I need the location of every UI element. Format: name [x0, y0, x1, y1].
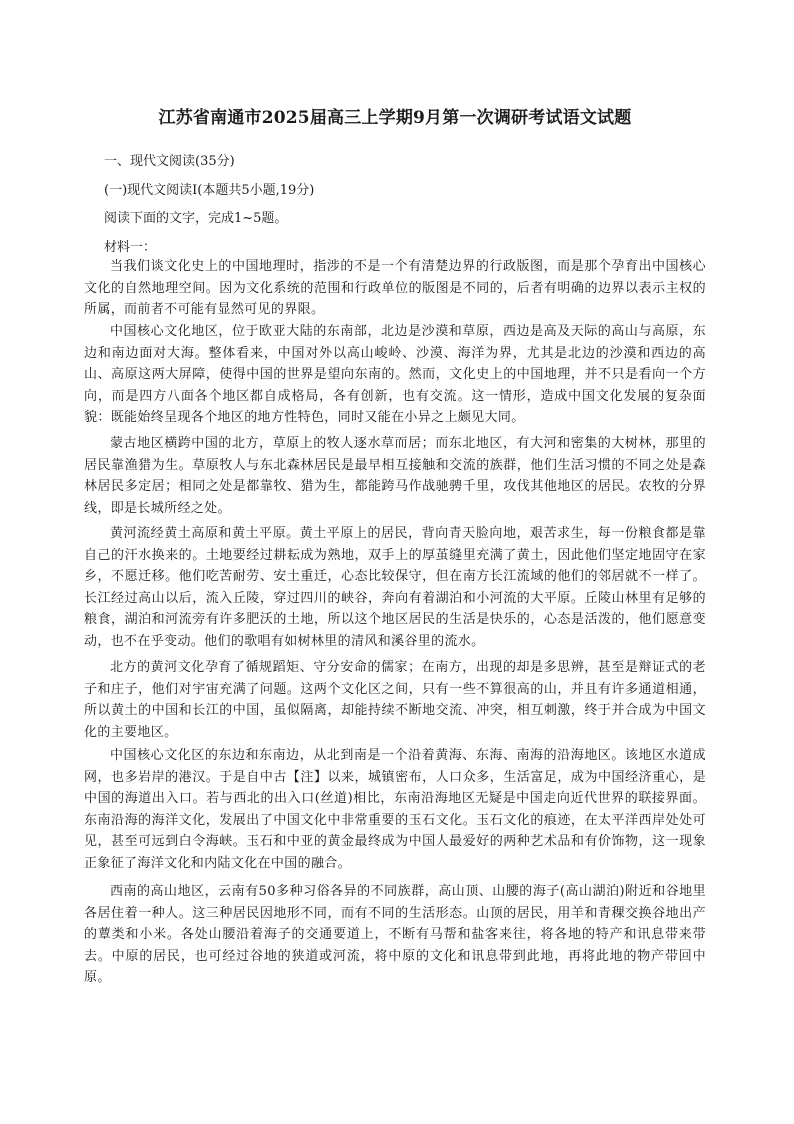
material-paragraph — [84, 321, 706, 429]
paragraph-5: 北方的黄河文化孕育了循规蹈矩、守分安命的儒家；在南方，出现的却是多思辨，甚至是辩证式的老子和庄子，他们对宇宙充满了问题。这两个文化区之间，只有一些不算很高的山，并且有许多通道相通，所以黄土的中国和长江的中国，虽似隔离，却能持续不断地交流、冲突，相互刺激，终于并合成为中国文化的主要地区。 — [84, 660, 706, 740]
paragraph-1: 当我们谈文化史上的中国地理时，指涉的不是一个有清楚边界的行政版图，而是那个孕育出中国核心文化的自然地理空间。因为文化系统的范围和行政单位的版图是不同的，后者有明确的边界以表示主权的所属，而前者不可能有显然可见的界限。 — [84, 259, 706, 317]
section-heading: 一、现代文阅读(35分) — [104, 154, 235, 169]
subsection-heading: (一)现代文阅读Ⅰ(本题共5小题,19分) — [104, 183, 315, 198]
reading-instruction: 阅读下面的文字，完成1~5题。 — [104, 211, 288, 226]
paragraph-3: 蒙古地区横跨中国的北方，草原上的牧人逐水草而居；而东北地区，有大河和密集的大树林，那里的居民靠渔猎为生。草原牧人与东北森林居民是最早相互接触和交流的族群，他们生活习惯的不同之处是森林居民多定居；相同之处是都靠牧、猎为生，都能跨马作战驰骋千里，攻伐其他地区的居民。农牧的分界线，即是长城所经之处。 — [84, 436, 706, 516]
material-paragraph — [84, 881, 706, 989]
document-title: 江苏省南通市2025届高三上学期9月第一次调研考试语文试题 — [158, 108, 632, 128]
paragraph-6: 中国核心文化区的东边和东南边，从北到南是一个沿着黄海、东海、南海的沿海地区。该地区水道成网，也多岩岸的港汉。于是自中古【注】以来，城镇密布，人口众多，生活富足，成为中国经济重心，是中国的海道出入口。若与西北的出入口(丝道)相比，东南沿海地区无疑是中国走向近代世界的联接界面。东南沿海的海洋文化，发展出了中国文化中非常重要的玉石文化。玉石文化的痕迹，在太平洋西岸处处可见，甚至可远到白令海峡。玉石和中亚的黄金最终成为中国人最爱好的两种艺术品和有价饰物，这一现象正象征了海洋文化和内陆文化在中国的融合。 — [84, 748, 706, 871]
paragraph-2: 中国核心文化地区，位于欧亚大陆的东南部，北边是沙漠和草原，西边是高及天际的高山与高原，东边和南边面对大海。整体看来，中国对外以高山峻岭、沙漠、海洋为界，尤其是北边的沙漠和西边的高山、高原这两大屏障，使得中国的世界是望向东南的。然而，文化史上的中国地理，并不只是看向一个方向，而是四方八面各个地区都自成格局，各有创新，也有交流。这一情形，造成中国文化发展的复杂面貌：既能始终呈现各个地区的地方性特色，同时又能在小异之上颇见大同。 — [84, 324, 706, 425]
material-paragraph — [84, 657, 706, 743]
material-label: 材料一： — [104, 240, 157, 255]
material-paragraph — [84, 523, 706, 652]
material-paragraph — [84, 256, 706, 321]
material-paragraph — [84, 433, 706, 519]
material-paragraph — [84, 745, 706, 874]
paragraph-7: 西南的高山地区，云南有50多种习俗各异的不同族群，高山顶、山腰的海子(高山湖泊)附近和谷地里各居住着一种人。这三种居民因地形不同，而有不同的生活形态。山顶的居民，用羊和青稞交换谷地出产的蕈类和小米。各处山腰沿着海子的交通要道上，不断有马帮和盐客来往，将各地的特产和讯息带来带去。中原的居民，也可经过谷地的狭道或河流，将中原的文化和讯息带到此地，再将此地的物产带回中原。 — [84, 884, 706, 985]
paragraph-4: 黄河流经黄土高原和黄土平原。黄土平原上的居民，背向青天脸向地，艰苦求生，每一份粮食都是靠自己的汗水换来的。土地要经过耕耘成为熟地，双手上的厚茧缝里充满了黄土，因此他们坚定地固守在家乡，不愿迁移。他们吃苦耐劳、安土重迁，心态比较保守，但在南方长江流域的他们的邻居就不一样了。长江经过高山以后，流入丘陵，穿过四川的峡谷，奔向有着湖泊和小河流的大平原。丘陵山林里有足够的粮食，湖泊和河流旁有许多肥沃的土地，所以这个地区居民的生活是快乐的，心态是活泼的，他们愿意变动，也不在乎变动。他们的歌唱有如树林里的清风和溪谷里的流水。 — [84, 526, 706, 649]
